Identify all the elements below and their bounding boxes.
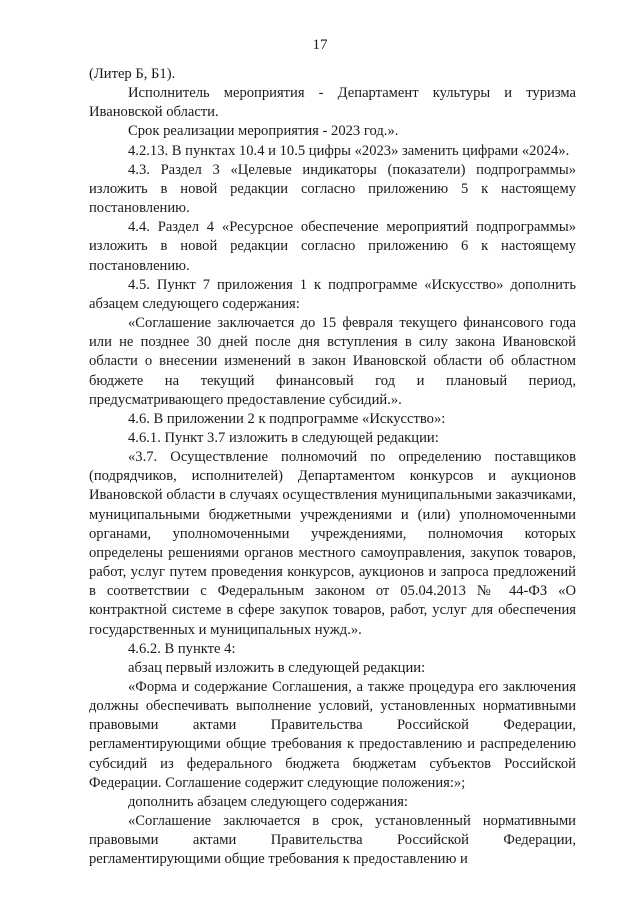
document-body <box>89 65 576 870</box>
paragraph: «3.7. Осуществление полномочий по определению поставщиков (подрядчиков, исполнителей) Департаментом конкурсов и аукционов Ивановской области в случаях осуществления муниципальными заказчиками, муниципальными бюджетными учреждениями и (или) уполномоченными органами, уполномоченными учреждениями, полномочия которых определены решениями органов местного самоуправления, закупок товаров, работ, услуг путем проведения конкурсов, аукционов и запроса предложений в соответствии с Федеральным законом от 05.04.2013 № 44-ФЗ «О контрактной системе в сфере закупок товаров, работ, услуг для обеспечения государственных и муниципальных нужд.». <box>89 449 576 638</box>
paragraph: 4.5. Пункт 7 приложения 1 к подпрограмме «Искусство» дополнить абзацем следующего содержания: <box>89 276 576 312</box>
paragraph: 4.6.1. Пункт 3.7 изложить в следующей редакции: <box>128 429 439 446</box>
paragraph: «Соглашение заключается в срок, установленный нормативными правовыми актами Правительства Российской Федерации, регламентирующими общие требования к предоставлению и <box>89 813 576 868</box>
paragraph: абзац первый изложить в следующей редакции: <box>128 659 426 676</box>
paragraph: 4.6. В приложении 2 к подпрограмме «Искусство»: <box>128 410 446 427</box>
paragraph: «Соглашение заключается до 15 февраля текущего финансового года или не позднее 30 дней после дня вступления в силу закона Ивановской области о внесении изменений в закон Ивановской области об областном бюджете на текущий финансовый год и плановый период, предусматривающего предоставление субсидий.». <box>89 315 576 408</box>
paragraph: 4.2.13. В пунктах 10.4 и 10.5 цифры «2023» заменить цифрами «2024». <box>128 142 570 159</box>
paragraph: Исполнитель мероприятия - Департамент культуры и туризма Ивановской области. <box>89 85 576 121</box>
paragraph: дополнить абзацем следующего содержания: <box>128 793 408 810</box>
paragraph: 4.4. Раздел 4 «Ресурсное обеспечение мероприятий подпрограммы» изложить в новой редакции согласно приложению 6 к настоящему постановлению. <box>89 219 576 274</box>
paragraph: Срок реализации мероприятия - 2023 год.». <box>128 123 399 140</box>
paragraph: 4.3. Раздел 3 «Целевые индикаторы (показатели) подпрограммы» изложить в новой редакции согласно приложению 5 к настоящему постановлению. <box>89 161 576 217</box>
page-number: 17 <box>312 37 328 53</box>
paragraph: «Форма и содержание Соглашения, а также процедура его заключения должны обеспечивать выполнение условий, установленных нормативными правовыми актами Правительства Российской Федерации, регламентирующими общие требования к предоставлению и распределению субсидий из федерального бюджета бюджетам субъектов Российской Федерации. Соглашение содержит следующие положения:»; <box>89 679 576 791</box>
paragraph: 4.6.2. В пункте 4: <box>128 640 236 657</box>
paragraph: (Литер Б, Б1). <box>89 66 176 82</box>
